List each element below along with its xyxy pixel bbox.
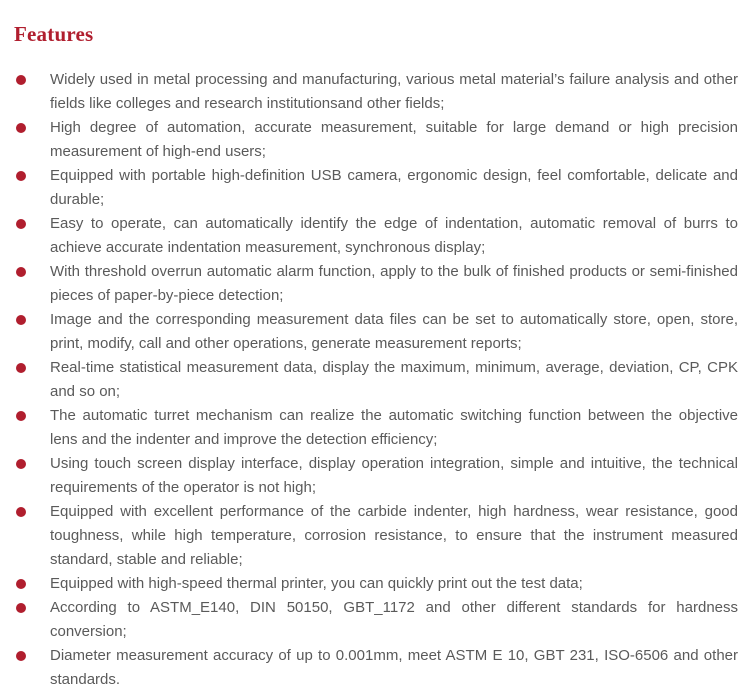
- feature-item: [14, 260, 738, 308]
- feature-text: Diameter measurement accuracy of up to 0.001mm, meet ASTM E 10, GBT 231, ISO-6506 and other standards.: [50, 647, 738, 688]
- bullet-icon: [16, 219, 26, 229]
- bullet-icon: [16, 603, 26, 613]
- feature-text: Using touch screen display interface, display operation integration, simple and intuitive, the technical requirements of the operator is not high;: [50, 455, 738, 496]
- bullet-icon: [16, 267, 26, 277]
- feature-item: [14, 308, 738, 356]
- feature-item: [14, 68, 738, 116]
- feature-text: Real-time statistical measurement data, display the maximum, minimum, average, deviation, CP, CPK and so on;: [50, 359, 738, 400]
- bullet-icon: [16, 579, 26, 589]
- bullet-icon: [16, 363, 26, 373]
- feature-item: [14, 164, 738, 212]
- features-list: [14, 68, 738, 692]
- feature-text: High degree of automation, accurate measurement, suitable for large demand or high precision measurement of high-end users;: [50, 119, 738, 160]
- feature-item: [14, 500, 738, 572]
- bullet-icon: [16, 459, 26, 469]
- feature-text: Equipped with high-speed thermal printer, you can quickly print out the test data;: [50, 575, 583, 592]
- feature-text: The automatic turret mechanism can realize the automatic switching function between the objective lens and the indenter and improve the detection efficiency;: [50, 407, 738, 448]
- bullet-icon: [16, 123, 26, 133]
- feature-text: With threshold overrun automatic alarm function, apply to the bulk of finished products or semi-finished pieces of paper-by-piece detection;: [50, 263, 738, 304]
- feature-item: [14, 212, 738, 260]
- bullet-icon: [16, 411, 26, 421]
- bullet-icon: [16, 507, 26, 517]
- bullet-icon: [16, 171, 26, 181]
- feature-text: Easy to operate, can automatically identify the edge of indentation, automatic removal of burrs to achieve accurate indentation measurement, synchronous display;: [50, 215, 738, 256]
- bullet-icon: [16, 315, 26, 325]
- feature-item: [14, 452, 738, 500]
- feature-text: Equipped with excellent performance of the carbide indenter, high hardness, wear resistance, good toughness, while high temperature, corrosion resistance, to ensure that the instrument measured standard, stable and reliable;: [50, 503, 738, 568]
- feature-item: [14, 596, 738, 644]
- feature-item: [14, 572, 738, 596]
- feature-item: [14, 356, 738, 404]
- bullet-icon: [16, 75, 26, 85]
- feature-item: [14, 404, 738, 452]
- feature-text: Image and the corresponding measurement data files can be set to automatically store, open, store, print, modify, call and other operations, generate measurement reports;: [50, 311, 738, 352]
- bullet-icon: [16, 651, 26, 661]
- feature-item: [14, 644, 738, 692]
- feature-text: According to ASTM_E140, DIN 50150, GBT_1172 and other different standards for hardness conversion;: [50, 599, 738, 640]
- feature-item: [14, 116, 738, 164]
- page-title: Features: [14, 22, 94, 46]
- feature-text: Widely used in metal processing and manufacturing, various metal material’s failure analysis and other fields like colleges and research institutionsand other fields;: [50, 71, 738, 112]
- feature-text: Equipped with portable high-definition USB camera, ergonomic design, feel comfortable, delicate and durable;: [50, 167, 738, 208]
